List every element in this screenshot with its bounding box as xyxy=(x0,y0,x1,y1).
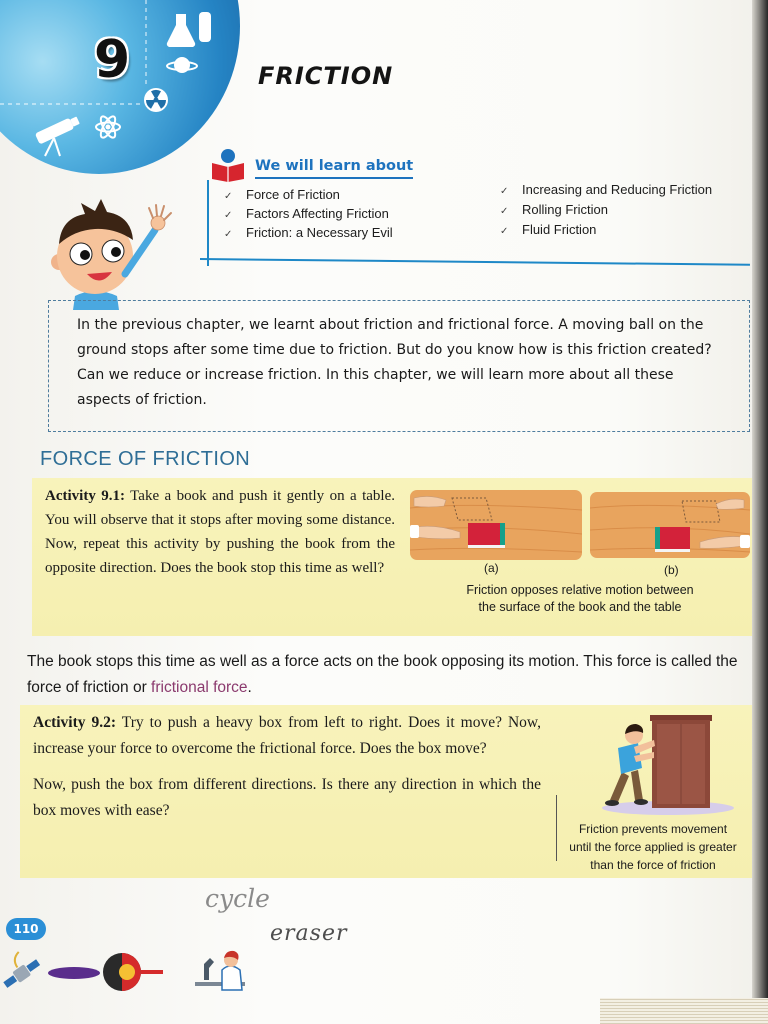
paragraph-text: The book stops this time as well as a force acts on the book opposing its motion. This force is called the force of friction or xyxy=(27,653,738,696)
figure-divider xyxy=(556,795,557,861)
activity-label: Activity 9.1: xyxy=(45,488,125,504)
caption-line: the surface of the book and the table xyxy=(478,600,682,614)
activity-paragraph xyxy=(33,710,541,762)
waving-hand-icon xyxy=(149,205,171,230)
activity-body: Take a book and push it gently on a table. You will observe that it stops after moving some distance. Now, repeat this activity by pushing the book from the opposite direction. Does the book stop this time as well? xyxy=(45,488,396,576)
learn-item-label: Increasing and Reducing Friction xyxy=(522,182,713,197)
learn-item xyxy=(500,220,712,240)
page-edge-shadow xyxy=(752,0,768,1024)
planet-icon xyxy=(167,57,197,73)
activity-9-2-text xyxy=(33,710,541,824)
chapter-title: FRICTION xyxy=(258,62,394,90)
handwritten-note: cycle xyxy=(205,884,270,913)
caption-line: Friction opposes relative motion between xyxy=(466,583,694,597)
learn-item-label: Fluid Friction xyxy=(522,222,597,237)
learn-item xyxy=(500,200,712,220)
telescope-icon xyxy=(35,115,81,156)
planet-icon xyxy=(103,953,163,991)
learn-item-label: Friction: a Necessary Evil xyxy=(246,225,393,240)
book xyxy=(468,523,505,548)
check-icon xyxy=(500,222,522,237)
check-icon xyxy=(224,225,246,240)
figure-b-label: (b) xyxy=(664,563,679,577)
heavy-box xyxy=(650,715,712,808)
check-icon xyxy=(224,206,246,221)
activity-9-1-text xyxy=(45,484,395,580)
chapter-badge-icons xyxy=(0,0,240,180)
check-icon xyxy=(224,187,246,202)
satellite-icon xyxy=(0,946,42,990)
chapter-number: 9 xyxy=(94,30,131,90)
learn-item-label: Factors Affecting Friction xyxy=(246,206,389,221)
figure-a-book-push-right xyxy=(410,490,582,560)
page-number: 110 xyxy=(6,918,46,940)
figure-b-book-push-left xyxy=(590,492,750,558)
caption-line: until the force applied is greater xyxy=(569,840,737,854)
boy-pushing xyxy=(605,724,655,806)
page-stack xyxy=(600,998,768,1024)
reading-icon xyxy=(210,148,246,182)
scientist-icon xyxy=(195,951,245,990)
boy-mascot xyxy=(45,198,180,310)
book xyxy=(655,527,690,552)
caption-line: than the force of friction xyxy=(590,858,716,872)
activity-label: Activity 9.2: xyxy=(33,714,117,731)
figure-a-label: (a) xyxy=(484,561,499,575)
activity-paragraph: Now, push the box from different directions. Is there any direction in which the box moves with ease? xyxy=(33,776,541,819)
body-paragraph xyxy=(27,649,755,701)
check-icon xyxy=(500,202,522,217)
footer-decoration xyxy=(0,942,260,1002)
learn-item xyxy=(500,180,712,200)
learn-list-left xyxy=(224,185,393,242)
figure-caption-9-2 xyxy=(558,820,748,874)
learn-item xyxy=(224,204,393,223)
section-heading: FORCE OF FRICTION xyxy=(40,448,251,470)
figure-boy-pushing-box xyxy=(590,712,740,817)
caption-line: Friction prevents movement xyxy=(578,822,728,836)
learn-item-label: Force of Friction xyxy=(246,187,340,202)
test-tube-icon xyxy=(199,12,211,42)
check-icon xyxy=(500,182,522,197)
flask-icon xyxy=(167,14,195,47)
paragraph-end: . xyxy=(247,679,252,696)
activity-body: Try to push a heavy box from left to right. Does it move? Now, increase your force to overcome the frictional force. Does the box move? xyxy=(33,714,541,757)
key-term: frictional force xyxy=(151,679,248,696)
learn-divider-horizontal xyxy=(200,258,750,266)
learn-item xyxy=(224,185,393,204)
chapter-intro: In the previous chapter, we learnt about friction and frictional force. A moving ball on the ground stops after some time due to friction. But do you know how is this friction created? Can we reduce or increase friction. In this chapter, we will learn more about all these aspects of friction. xyxy=(48,300,750,432)
learn-item-label: Rolling Friction xyxy=(522,202,608,217)
atom-icon xyxy=(96,114,120,139)
learn-heading: We will learn about xyxy=(255,158,413,179)
radiation-icon xyxy=(144,88,168,112)
learn-item xyxy=(224,223,393,242)
comet-tail xyxy=(48,967,100,979)
learn-list-right xyxy=(500,180,712,240)
handwritten-note: eraser xyxy=(270,921,348,946)
figure-caption-9-1 xyxy=(420,582,740,616)
learn-divider-vertical xyxy=(207,180,209,266)
